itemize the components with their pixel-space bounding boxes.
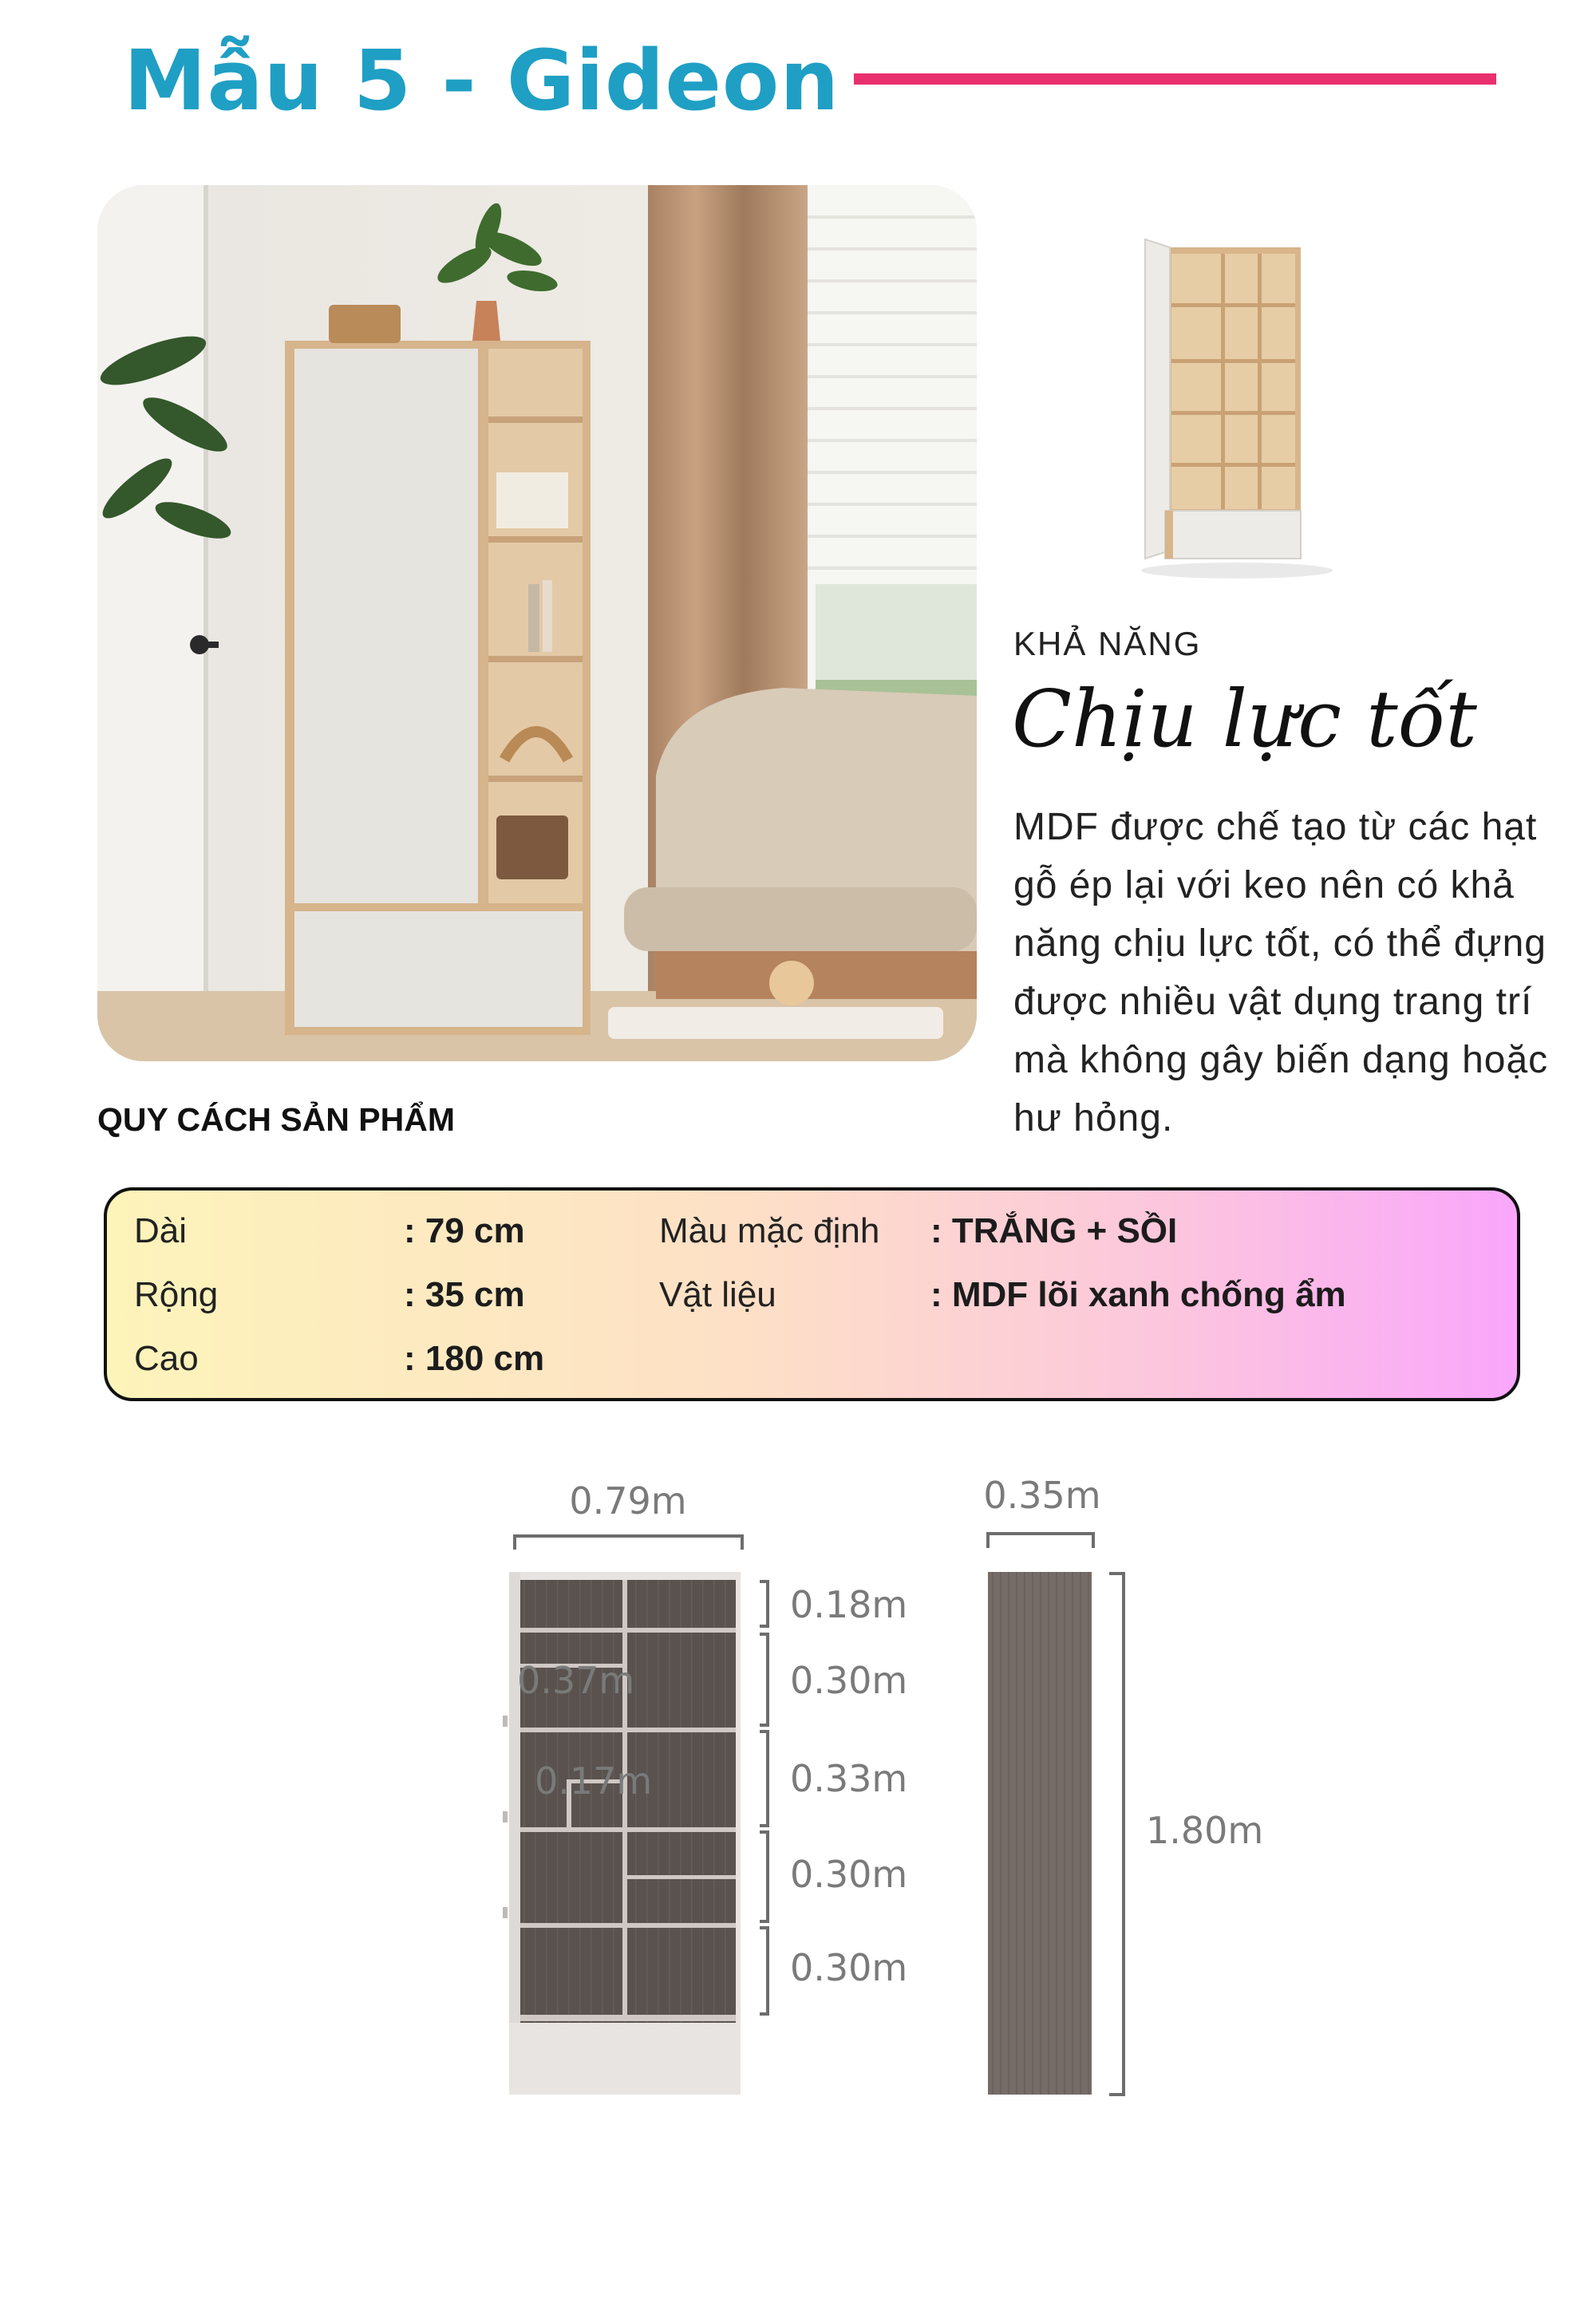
dimension-drawing [479, 1460, 1317, 2130]
spec-label-color: Màu mặc định [659, 1211, 880, 1250]
feature-description: MDF được chế tạo từ các hạt gỗ ép lại với keo nên có khả năng chịu lực tốt, có thể đựng được nhiều vật dụng trang trí mà không gây biến dạng hoặc hư hỏng. [1013, 806, 1549, 1139]
title-accent-rule [854, 73, 1496, 85]
feature-heading: Chịu lực tốt [1012, 674, 1477, 765]
spec-label-material: Vật liệu [659, 1275, 776, 1314]
spec-value-material: : MDF lõi xanh chống ẩm [930, 1275, 1346, 1314]
dim-row-2-label: 0.30m [790, 1659, 908, 1702]
spec-value-height: : 180 cm [404, 1339, 545, 1378]
spec-value-length: : 79 cm [404, 1211, 525, 1250]
dim-row-3-label: 0.33m [790, 1757, 908, 1800]
page-title: Mẫu 5 - Gideon [124, 32, 840, 129]
spec-label-height: Cao [134, 1339, 199, 1378]
dim-inner-small-label: 0.17m [535, 1759, 653, 1803]
spec-value-width: : 35 cm [404, 1275, 525, 1314]
dim-width-label: 0.79m [569, 1479, 687, 1522]
specs-title: QUY CÁCH SẢN PHẨM [97, 1101, 455, 1138]
dim-depth-label: 0.35m [983, 1474, 1101, 1517]
product-lifestyle-photo [97, 185, 977, 1061]
dim-height-label: 1.80m [1146, 1809, 1264, 1852]
feature-label: KHẢ NĂNG [1013, 625, 1202, 662]
dim-row-4-label: 0.30m [790, 1853, 908, 1896]
dim-inner-width-label: 0.37m [517, 1659, 635, 1702]
spec-value-color: : TRẮNG + SỒI [930, 1211, 1178, 1250]
front-view [503, 1572, 741, 2095]
product-thumbnail [1117, 231, 1341, 582]
specs-table [104, 1187, 1520, 1401]
dim-row-1-label: 0.18m [790, 1583, 908, 1626]
spec-label-width: Rộng [134, 1275, 219, 1314]
dim-row-5-label: 0.30m [790, 1946, 908, 1989]
side-view [988, 1572, 1092, 2095]
spec-label-length: Dài [134, 1211, 188, 1250]
